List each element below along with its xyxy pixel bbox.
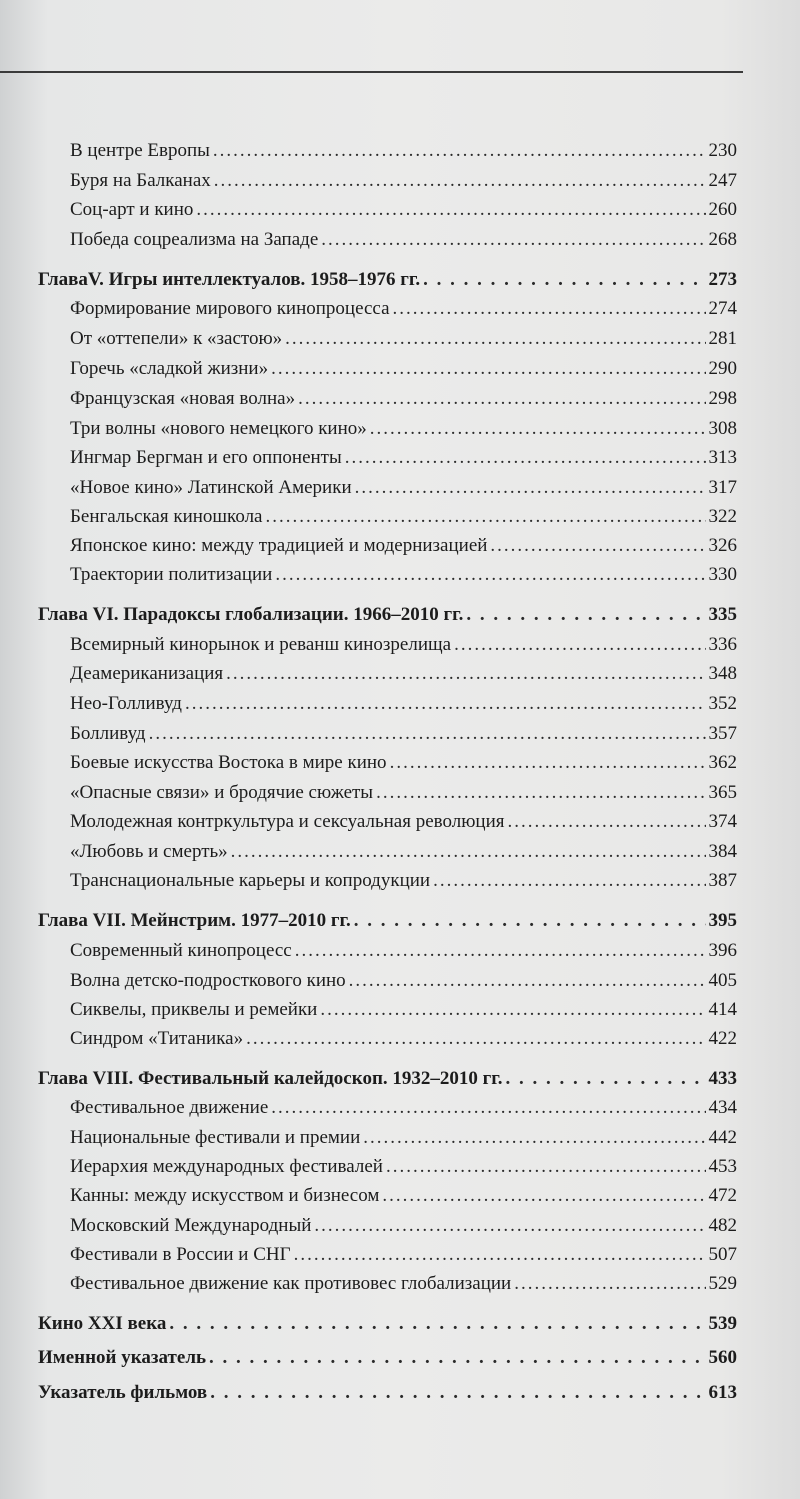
toc-section-entry: [70, 324, 737, 354]
toc-section-entry: [70, 443, 737, 473]
toc-page-number: 362: [708, 752, 737, 773]
toc-entry-title: Горечь «сладкой жизни»: [70, 358, 269, 379]
toc-page-number: 405: [708, 970, 737, 991]
toc-page-number: 395: [708, 910, 737, 931]
toc-chapter-entry: [38, 265, 737, 295]
toc-leader-dots: [390, 748, 706, 778]
toc-entry-title: Болливуд: [70, 723, 146, 744]
toc-section-entry: [70, 630, 737, 660]
toc-leader-dots: [466, 600, 705, 630]
toc-entry-title: Глава VIII. Фестивальный калейдоскоп. 1932–2010 гг.: [38, 1068, 503, 1089]
toc-page-number: 433: [708, 1068, 737, 1089]
toc-section-entry: [70, 748, 737, 778]
toc-section-entry: [70, 1240, 737, 1270]
toc-entry-title: Иерархия международных фестивалей: [70, 1156, 383, 1177]
toc-chapter-entry: [38, 906, 737, 936]
toc-leader-dots: [185, 689, 706, 719]
toc-page-number: 322: [708, 506, 737, 527]
toc-leader-dots: [246, 1024, 705, 1054]
toc-entry-title: Именной указатель: [38, 1347, 207, 1368]
toc-leader-dots: [231, 837, 706, 867]
toc-page-number: 330: [708, 564, 737, 585]
toc-page-number: 387: [708, 870, 737, 891]
toc-page-number: 539: [708, 1313, 737, 1334]
toc-leader-dots: [363, 1123, 705, 1153]
toc-entry-title: Деамериканизация: [70, 663, 224, 684]
toc-chapter-entry: [38, 1064, 737, 1094]
toc-leader-dots: [209, 1343, 705, 1373]
toc-chapter-entry: [38, 1343, 737, 1373]
toc-section-entry: [70, 1269, 737, 1299]
header-rule: [0, 71, 743, 73]
toc-entry-title: Национальные фестивали и премии: [70, 1127, 361, 1148]
toc-entry-title: Глава VII. Мейнстрим. 1977–2010 гг.: [38, 910, 351, 931]
toc-leader-dots: [294, 1240, 706, 1270]
toc-page-number: 352: [708, 693, 737, 714]
toc-page-number: 298: [708, 388, 737, 409]
toc-entry-title: Канны: между искусством и бизнесом: [70, 1185, 380, 1206]
toc-page-number: 308: [708, 418, 737, 439]
toc-entry-title: Фестивали в России и СНГ: [70, 1244, 291, 1265]
toc-entry-title: От «оттепели» к «застою»: [70, 328, 283, 349]
toc-section-entry: [70, 866, 737, 896]
toc-entry-title: Кино XXI века: [38, 1313, 167, 1334]
toc-page-number: 260: [708, 199, 737, 220]
toc-leader-dots: [370, 414, 706, 444]
toc-leader-dots: [393, 294, 706, 324]
toc-entry-title: Молодежная контркультура и сексуальная революция: [70, 811, 505, 832]
toc-page-number: 313: [708, 447, 737, 468]
toc-section-entry: [70, 1181, 737, 1211]
toc-leader-dots: [298, 384, 705, 414]
toc-leader-dots: [514, 1269, 705, 1299]
toc-section-entry: [70, 354, 737, 384]
toc-entry-title: Буря на Балканах: [70, 170, 211, 191]
toc-section-entry: [70, 659, 737, 689]
toc-chapter-entry: [38, 1309, 737, 1339]
toc-section-entry: [70, 1123, 737, 1153]
toc-section-entry: [70, 1024, 737, 1054]
toc-page-number: 357: [708, 723, 737, 744]
toc-leader-dots: [169, 1309, 705, 1339]
toc-leader-dots: [382, 1181, 705, 1211]
toc-entry-title: Боевые искусства Востока в мире кино: [70, 752, 387, 773]
toc-page-number: 326: [708, 535, 737, 556]
toc-leader-dots: [210, 1378, 705, 1408]
toc-entry-title: В центре Европы: [70, 140, 210, 161]
toc-leader-dots: [386, 1152, 706, 1182]
toc-section-entry: [70, 689, 737, 719]
toc-leader-dots: [275, 560, 705, 590]
toc-page-number: 268: [708, 229, 737, 250]
toc-leader-dots: [149, 719, 706, 749]
toc-section-entry: [70, 473, 737, 503]
toc-entry-title: Соц-арт и кино: [70, 199, 194, 220]
toc-leader-dots: [214, 166, 706, 196]
toc-page-number: 453: [708, 1156, 737, 1177]
toc-page-number: 396: [708, 940, 737, 961]
toc-section-entry: [70, 719, 737, 749]
toc-page-number: 472: [708, 1185, 737, 1206]
toc-leader-dots: [433, 866, 705, 896]
toc-section-entry: [70, 807, 737, 837]
toc-leader-dots: [376, 778, 705, 808]
toc-leader-dots: [321, 225, 705, 255]
toc-entry-title: Волна детско-подросткового кино: [70, 970, 346, 991]
toc-section-entry: [70, 414, 737, 444]
toc-page-number: 414: [708, 999, 737, 1020]
toc-leader-dots: [454, 630, 705, 660]
toc-leader-dots: [345, 443, 706, 473]
toc-section-entry: [70, 502, 737, 532]
toc-page-number: 384: [708, 841, 737, 862]
toc-page-number: 281: [708, 328, 737, 349]
toc-leader-dots: [265, 502, 705, 532]
toc-entry-title: Нео-Голливуд: [70, 693, 182, 714]
toc-page-number: 230: [708, 140, 737, 161]
toc-section-entry: [70, 1152, 737, 1182]
toc-page-number: 336: [708, 634, 737, 655]
toc-entry-title: Глава VI. Парадоксы глобализации. 1966–2010 гг.: [38, 604, 464, 625]
toc-section-entry: [70, 1093, 737, 1123]
toc-page-number: 613: [708, 1382, 737, 1403]
toc-entry-title: Фестивальное движение: [70, 1097, 269, 1118]
toc-page-number: 348: [708, 663, 737, 684]
toc-entry-title: Бенгальская киношкола: [70, 506, 263, 527]
toc-entry-title: «Любовь и смерть»: [70, 841, 228, 862]
toc-entry-title: Синдром «Титаника»: [70, 1028, 244, 1049]
toc-page-number: 273: [708, 269, 737, 290]
toc-leader-dots: [506, 1064, 706, 1094]
toc-page-number: 482: [708, 1215, 737, 1236]
toc-entry-title: Формирование мирового кинопроцесса: [70, 298, 390, 319]
toc-entry-title: Московский Международный: [70, 1215, 312, 1236]
toc-entry-title: «Опасные связи» и бродячие сюжеты: [70, 782, 374, 803]
toc-section-entry: [70, 1211, 737, 1241]
toc-page-number: 365: [708, 782, 737, 803]
toc-page-number: 422: [708, 1028, 737, 1049]
toc-section-entry: [70, 225, 737, 255]
toc-page-number: 442: [708, 1127, 737, 1148]
toc-entry-title: Ингмар Бергман и его оппоненты: [70, 447, 342, 468]
toc-section-entry: [70, 294, 737, 324]
toc-leader-dots: [355, 473, 706, 503]
toc-leader-dots: [271, 1093, 705, 1123]
toc-leader-dots: [490, 531, 705, 561]
toc-section-entry: [70, 166, 737, 196]
toc-page-number: 434: [708, 1097, 737, 1118]
toc-entry-title: Фестивальное движение как противовес глобализации: [70, 1273, 512, 1294]
toc-leader-dots: [423, 265, 705, 295]
toc-section-entry: [70, 560, 737, 590]
toc-page-number: 247: [708, 170, 737, 191]
toc-leader-dots: [508, 807, 706, 837]
toc-section-entry: [70, 778, 737, 808]
toc-entry-title: Современный кинопроцесс: [70, 940, 292, 961]
toc-page-number: 507: [708, 1244, 737, 1265]
toc-entry-title: Три волны «нового немецкого кино»: [70, 418, 367, 439]
toc-entry-title: Японское кино: между традицией и модернизацией: [70, 535, 488, 556]
toc-entry-title: Всемирный кинорынок и реванш кинозрелища: [70, 634, 452, 655]
toc-page-number: 560: [708, 1347, 737, 1368]
toc-page-number: 529: [708, 1273, 737, 1294]
toc-section-entry: [70, 995, 737, 1025]
toc-page-number: 317: [708, 477, 737, 498]
toc-section-entry: [70, 837, 737, 867]
toc-chapter-entry: [38, 1378, 737, 1408]
toc-leader-dots: [354, 906, 706, 936]
toc-section-entry: [70, 195, 737, 225]
toc-leader-dots: [285, 324, 705, 354]
toc-leader-dots: [226, 659, 705, 689]
toc-page-number: 274: [708, 298, 737, 319]
toc-section-entry: [70, 936, 737, 966]
toc-entry-title: Указатель фильмов: [38, 1382, 208, 1403]
toc-leader-dots: [349, 966, 706, 996]
toc-leader-dots: [295, 936, 706, 966]
toc-entry-title: «Новое кино» Латинской Америки: [70, 477, 352, 498]
toc-entry-title: ГлаваV. Игры интеллектуалов. 1958–1976 гг.: [38, 269, 421, 290]
toc-section-entry: [70, 384, 737, 414]
toc-page-number: 374: [708, 811, 737, 832]
toc-leader-dots: [314, 1211, 705, 1241]
toc-entry-title: Победа соцреализма на Западе: [70, 229, 319, 250]
toc-entry-title: Французская «новая волна»: [70, 388, 296, 409]
toc-page-number: 335: [708, 604, 737, 625]
toc-entry-title: Сиквелы, приквелы и ремейки: [70, 999, 318, 1020]
toc-section-entry: [70, 531, 737, 561]
toc-leader-dots: [271, 354, 705, 384]
toc-leader-dots: [320, 995, 705, 1025]
toc-section-entry: [70, 136, 737, 166]
toc-leader-dots: [196, 195, 705, 225]
toc-section-entry: [70, 966, 737, 996]
toc-leader-dots: [213, 136, 706, 166]
toc-entry-title: Траектории политизации: [70, 564, 273, 585]
toc-entry-title: Транснациональные карьеры и копродукции: [70, 870, 431, 891]
toc-page-number: 290: [708, 358, 737, 379]
toc-chapter-entry: [38, 600, 737, 630]
